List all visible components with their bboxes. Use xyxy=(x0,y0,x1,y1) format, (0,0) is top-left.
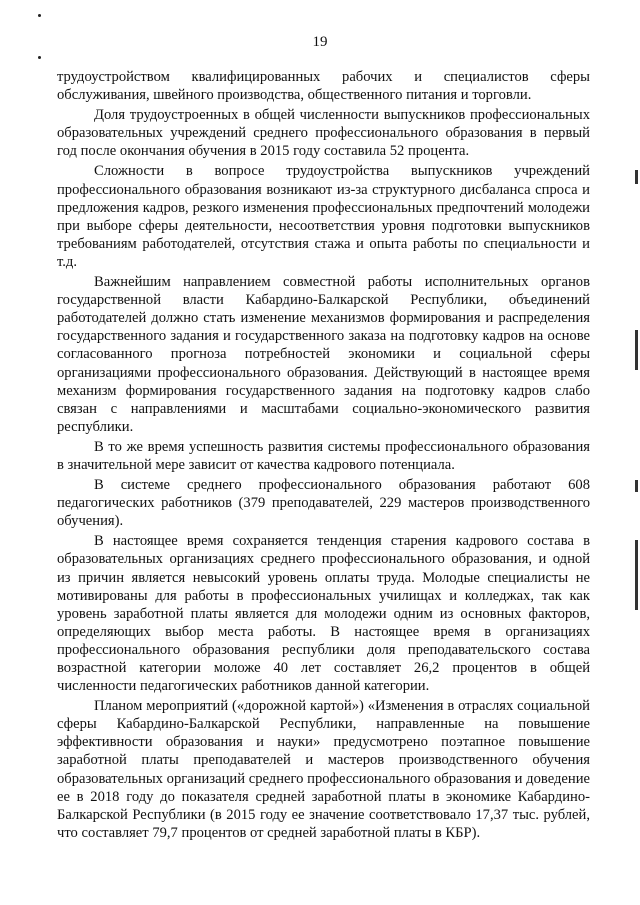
paragraph: В настоящее время сохраняется тенденция старения кадрового состава в образовательных организациях среднего профессионального образования, и одной из причин является невысокий уровень оплаты труда. Молодые специалисты не мотивированы для работы в профессиональных училищах и колледжах, так как уровень заработной платы является для молодежи одним из основных факторов, определяющих выбор места работы. В настоящее время в организациях профессионального образования республики доля преподавательского состава возрастной категории моложе 40 лет составляет 26,2 процентов в общей численности педагогических работников данной категории. xyxy=(57,533,590,695)
paragraph: Планом мероприятий («дорожной картой») «Изменения в отраслях социальной сферы Кабардино-Балкарской Республики, направленные на повышение эффективности образования и науки» предусмотрено поэтапное повышение заработной платы преподавателей и мастеров производственного обучения образовательных организаций среднего профессионального образования и доведение ее в 2018 году до показателя средней заработной платы в экономике Кабардино-Балкарской Республики (в 2015 году ее значение соответствовало 17,37 тыс. рублей, что составляет 79,7 процентов от средней заработной платы в КБР). xyxy=(57,698,590,841)
body-text xyxy=(57,68,590,842)
scan-edge-mark xyxy=(635,330,638,370)
paragraph: Доля трудоустроенных в общей численности выпускников профессиональных образовательных учреждений среднего профессионального образования в первый год после окончания обучения в 2015 году составила 52 процента. xyxy=(57,107,590,160)
paragraph: В то же время успешность развития системы профессионального образования в значительной мере зависит от качества кадрового потенциала. xyxy=(57,438,590,473)
scan-edge-mark xyxy=(635,170,638,184)
paragraph: Сложности в вопросе трудоустройства выпускников учреждений профессионального образования возникают из-за структурного дисбаланса спроса и предложения кадров, резкого изменения профессиональных предпочтений молодежи при выборе сферы деятельности, несоответствия уровня подготовки выпускников требованиям работодателей, отсутствия стажа и опыта работы по специальности и т.д. xyxy=(57,163,590,270)
scan-edge-mark xyxy=(635,480,638,492)
scan-edge-mark xyxy=(635,540,638,610)
paragraph: Важнейшим направлением совместной работы исполнительных органов государственной власти Кабардино-Балкарской Республики, объединений работодателей должно стать изменение механизмов формирования и распределения государственного задания и государственного заказа на подготовку кадров на основе согласованного прогноза потребностей экономики и социальной сферы организациями профессионального образования. Действующий в настоящее время механизм формирования государственного задания на подготовку кадров слабо связан с направлениями и масштабами социально-экономического развития республики. xyxy=(57,274,590,435)
scan-speck xyxy=(38,56,41,59)
paragraph: В системе среднего профессионального образования работают 608 педагогических работников (379 преподавателей, 229 мастеров производственного обучения). xyxy=(57,477,590,530)
paragraph: трудоустройством квалифицированных рабочих и специалистов сферы обслуживания, швейного производства, общественного питания и торговли. xyxy=(57,69,590,104)
page-number: 19 xyxy=(312,34,328,50)
scan-speck xyxy=(38,14,41,17)
